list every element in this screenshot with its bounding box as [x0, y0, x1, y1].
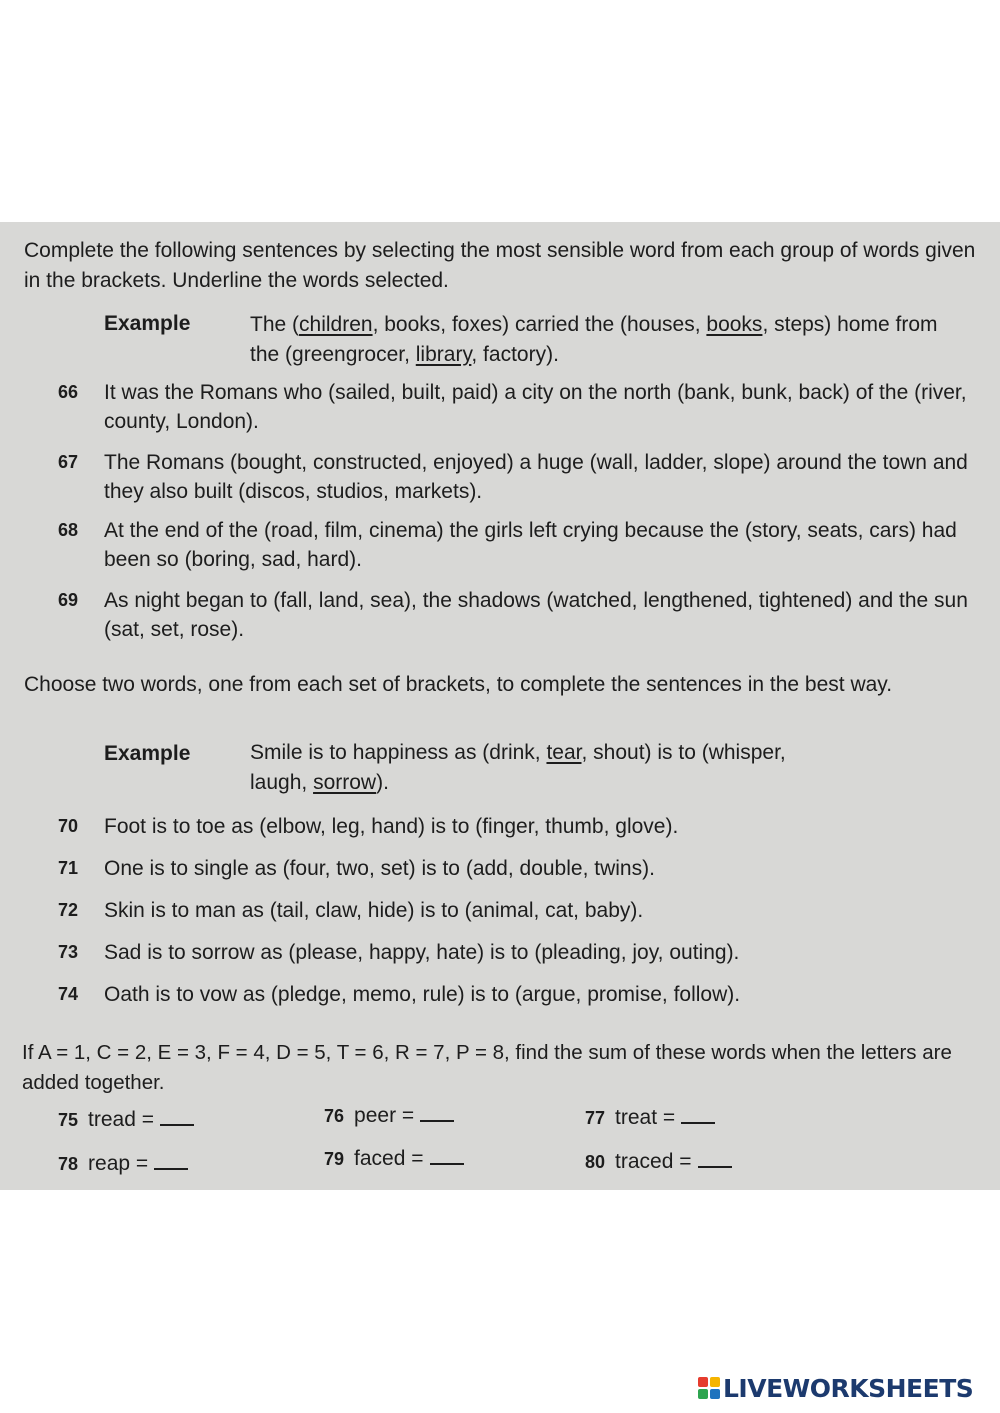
answer-blank[interactable] — [681, 1108, 715, 1124]
item-text: reap = — [88, 1152, 149, 1175]
item-text: treat = — [615, 1106, 676, 1129]
question-text: The Romans (bought, constructed, enjoyed) a huge (wall, ladder, slope) around the town and they also built (discos, studios, markets). — [104, 451, 968, 503]
question-number: 67 — [58, 452, 79, 472]
question-text: At the end of the (road, film, cinema) the girls left crying because the (story, seats, cars) had been so (boring, sad, hard). — [104, 519, 957, 571]
liveworksheets-wordmark: LIVEWORKSHEETS — [723, 1373, 974, 1403]
question-number: 72 — [58, 900, 79, 920]
question-text: It was the Romans who (sailed, built, paid) a city on the north (bank, bunk, back) of the (river, county, London). — [104, 381, 967, 433]
logo-square — [710, 1377, 720, 1387]
answer-blank[interactable] — [698, 1152, 732, 1168]
item-number: 76 — [324, 1106, 345, 1126]
question-text: Oath is to vow as (pledge, memo, rule) is to (argue, promise, follow). — [104, 983, 741, 1006]
logo-square — [710, 1389, 720, 1399]
question-number: 73 — [58, 942, 79, 962]
question-number: 66 — [58, 382, 79, 402]
section1-example-label: Example — [104, 312, 191, 335]
section2-instruction: Choose two words, one from each set of brackets, to complete the sentences in the best way. — [24, 673, 893, 696]
section1-instruction: Complete the following sentences by selecting the most sensible word from each group of words given in the brackets. Underline the words selected. — [24, 239, 976, 292]
question-text: One is to single as (four, two, set) is to (add, double, twins). — [104, 857, 655, 880]
question-number: 68 — [58, 520, 79, 540]
sum-item-76 — [324, 1104, 454, 1128]
liveworksheets-logo — [698, 1375, 973, 1401]
answer-blank[interactable] — [420, 1106, 454, 1122]
section1-example-text: The (children, books, foxes) carried the (houses, books, steps) home from the (greengrocer, library, factory). — [250, 313, 938, 366]
item-number: 79 — [324, 1149, 345, 1169]
section2-example-text: Smile is to happiness as (drink, tear, shout) is to (whisper, laugh, sorrow). — [250, 741, 786, 794]
logo-square — [698, 1389, 708, 1399]
question-text: Sad is to sorrow as (please, happy, hate) is to (pleading, joy, outing). — [104, 941, 740, 964]
answer-blank[interactable] — [154, 1154, 188, 1170]
sum-item-80 — [585, 1150, 732, 1174]
question-text: As night began to (fall, land, sea), the shadows (watched, lengthened, tightened) and the sun (sat, set, rose). — [104, 589, 968, 641]
sum-item-78 — [58, 1152, 188, 1176]
question-text: Skin is to man as (tail, claw, hide) is to (animal, cat, baby). — [104, 899, 644, 922]
logo-square — [698, 1377, 708, 1387]
item-text: tread = — [88, 1108, 154, 1131]
item-number: 77 — [585, 1108, 606, 1128]
item-number: 78 — [58, 1154, 79, 1174]
item-text: traced = — [615, 1150, 692, 1173]
question-number: 71 — [58, 858, 79, 878]
item-number: 75 — [58, 1110, 79, 1130]
liveworksheets-logo-icon — [698, 1377, 720, 1399]
sum-item-75 — [58, 1108, 194, 1132]
section3-instruction: If A = 1, C = 2, E = 3, F = 4, D = 5, T = 6, R = 7, P = 8, find the sum of these words when the letters are added together. — [22, 1041, 952, 1094]
question-number: 74 — [58, 984, 79, 1004]
sum-item-77 — [585, 1106, 715, 1130]
item-number: 80 — [585, 1152, 606, 1172]
worksheet-page — [0, 222, 1000, 1190]
question-number: 70 — [58, 816, 79, 836]
question-number: 69 — [58, 590, 79, 610]
section2-example-label: Example — [104, 742, 191, 765]
answer-blank[interactable] — [160, 1110, 194, 1126]
question-text: Foot is to toe as (elbow, leg, hand) is to (finger, thumb, glove). — [104, 815, 679, 838]
item-text: faced = — [354, 1147, 424, 1170]
item-text: peer = — [354, 1104, 415, 1127]
answer-blank[interactable] — [430, 1149, 464, 1165]
sum-item-79 — [324, 1147, 464, 1171]
